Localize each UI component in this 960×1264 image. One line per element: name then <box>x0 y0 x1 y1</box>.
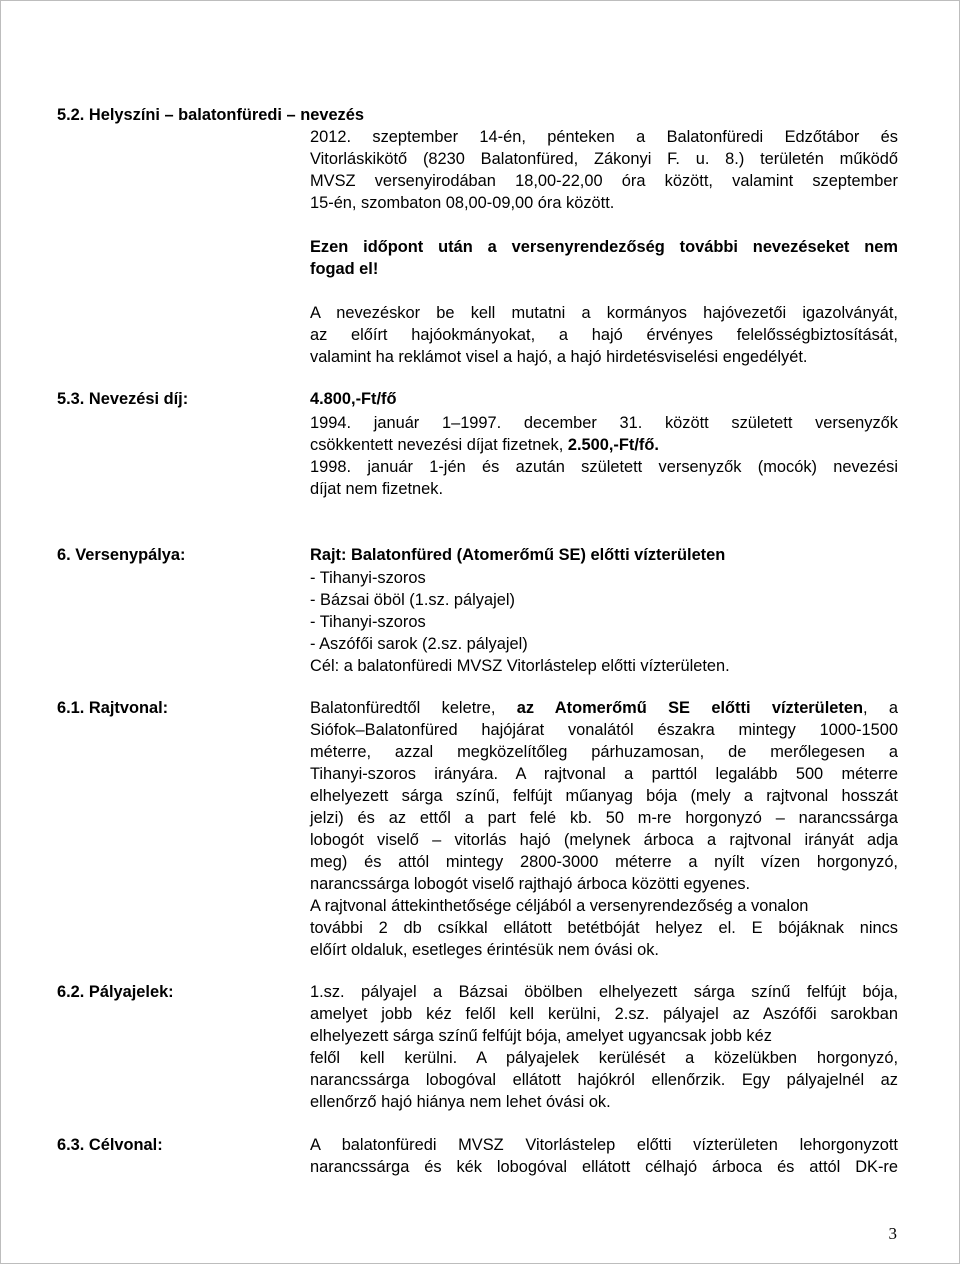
s61-line-1a: Balatonfüredtől keletre, <box>310 699 517 717</box>
s6-course-item-3: - Tihanyi-szoros <box>310 613 426 631</box>
s53-line-2 <box>310 435 659 457</box>
s62-line-4: felől kell kerülni. A pályajelek kerülését a közelükben horgonyzó, <box>310 1049 898 1067</box>
s62-line-3: elhelyezett sárga színű felfújt bója, amelyet ugyancsak jobb kéz <box>310 1027 772 1045</box>
page-number: 3 <box>888 1224 897 1243</box>
s62-line-1: 1.sz. pályajel a Bázsai öbölben elhelyezett sárga színű felfújt bója, <box>310 983 898 1001</box>
s6-course-item-1: - Tihanyi-szoros <box>310 569 426 587</box>
s61-line-1c: , a <box>862 699 898 717</box>
s52-line-1: 2012. szeptember 14-én, pénteken a Balatonfüredi Edzőtábor és <box>310 128 898 146</box>
s53-line-1: 1994. január 1–1997. december 31. között született versenyzők <box>310 414 898 432</box>
s52-docs-line-3: valamint ha reklámot visel a hajó, a hajó hirdetésviselési engedélyét. <box>310 348 808 366</box>
s62-line-2: amelyet jobb kéz felől kell kerülni, 2.sz. pályajel az Aszófői sarokban <box>310 1005 898 1023</box>
s52-line-3: MVSZ versenyirodában 18,00-22,00 óra között, valamint szeptember <box>310 172 898 190</box>
section-5-3-label: 5.3. Nevezési díj: <box>57 390 189 408</box>
s61-line-1b: az Atomerőmű SE előtti vízterületen <box>516 699 863 717</box>
s52-docs-line-1: A nevezéskor be kell mutatni a kormányos hajóvezetői igazolványát, <box>310 304 898 322</box>
s61-line-6: jelzi) és az ettől a part felé kb. 50 m-re horgonyzó – narancssárga <box>310 809 898 827</box>
section-6-3-label: 6.3. Célvonal: <box>57 1136 163 1154</box>
s61-line-5: elhelyezett sárga színű, felfújt műanyag bója (mely a rajtvonal hosszát <box>310 787 898 805</box>
s6-finish: Cél: a balatonfüredi MVSZ Vitorlástelep előtti vízterületen. <box>310 657 730 675</box>
s63-line-1: A balatonfüredi MVSZ Vitorlástelep előtti vízterületen lehorgonyzott <box>310 1136 898 1154</box>
section-6-2-label: 6.2. Pályajelek: <box>57 983 174 1001</box>
s53-line-2-text: csökkentett nevezési díjat fizetnek, <box>310 436 568 454</box>
s53-reduced-fee: 2.500,-Ft/fő. <box>567 436 659 454</box>
s61-line-12: előírt oldaluk, esetleges érintésük nem óvási ok. <box>310 941 659 959</box>
s53-line-4: díjat nem fizetnek. <box>310 480 444 498</box>
s61-line-3: méterre, azzal megközelítőleg párhuzamosan, de merőlegesen a <box>310 743 898 761</box>
s53-fee: 4.800,-Ft/fő <box>310 390 397 408</box>
section-5-2-heading: 5.2. Helyszíni – balatonfüredi – nevezés <box>57 106 364 124</box>
s6-course-item-2: - Bázsai öböl (1.sz. pályajel) <box>310 591 515 609</box>
s63-line-2: narancssárga és kék lobogóval ellátott célhajó árboca és attól DK-re <box>310 1158 898 1176</box>
s61-line-8: meg) és attól mintegy 2800-3000 méterre a nyílt vízen horgonyzó, <box>310 853 898 871</box>
s61-line-9: narancssárga lobogót viselő rajthajó árboca közötti egyenes. <box>310 875 751 893</box>
s52-line-2: Vitorláskikötő (8230 Balatonfüred, Zákonyi F. u. 8.) területén működő <box>310 150 898 168</box>
s52-docs-line-2: az előírt hajóokmányokat, a hajó érvényes felelősségbiztosítását, <box>310 326 898 344</box>
s6-start-title: Rajt: Balatonfüred (Atomerőmű SE) előtti vízterületen <box>310 546 726 564</box>
s61-line-10: A rajtvonal áttekinthetősége céljából a versenyrendezőség a vonalon <box>310 897 809 915</box>
s52-warning-line-2: fogad el! <box>310 260 379 278</box>
s61-line-11: további 2 db csíkkal ellátott betétbóját helyez el. E bójáknak nincs <box>310 919 898 937</box>
s6-course-item-4: - Aszófői sarok (2.sz. pályajel) <box>310 635 528 653</box>
s53-line-3: 1998. január 1-jén és azután született versenyzők (mocók) nevezési <box>310 458 898 476</box>
s61-line-2: Siófok–Balatonfüred hajójárat vonalától északra mintegy 1000-1500 <box>310 721 898 739</box>
s52-line-4: 15-én, szombaton 08,00-09,00 óra között. <box>310 194 615 212</box>
section-6-1-label: 6.1. Rajtvonal: <box>57 699 169 717</box>
s61-line-4: Tihanyi-szoros irányára. A rajtvonal a parttól legalább 500 méterre <box>310 765 898 783</box>
s62-line-5: narancssárga lobogóval ellátott hajókról ellenőrzik. Egy pályajelnél az <box>310 1071 898 1089</box>
s62-line-6: ellenőrző hajó hiánya nem lehet óvási ok. <box>310 1093 611 1111</box>
s52-warning-line-1: Ezen időpont után a versenyrendezőség további nevezéseket nem <box>310 238 898 256</box>
s61-line-7: lobogót viselő – vitorlás hajó (melynek árboca a rajtvonal irányát adja <box>310 831 898 849</box>
section-6-label: 6. Versenypálya: <box>57 546 186 564</box>
s61-line-1 <box>310 698 898 720</box>
